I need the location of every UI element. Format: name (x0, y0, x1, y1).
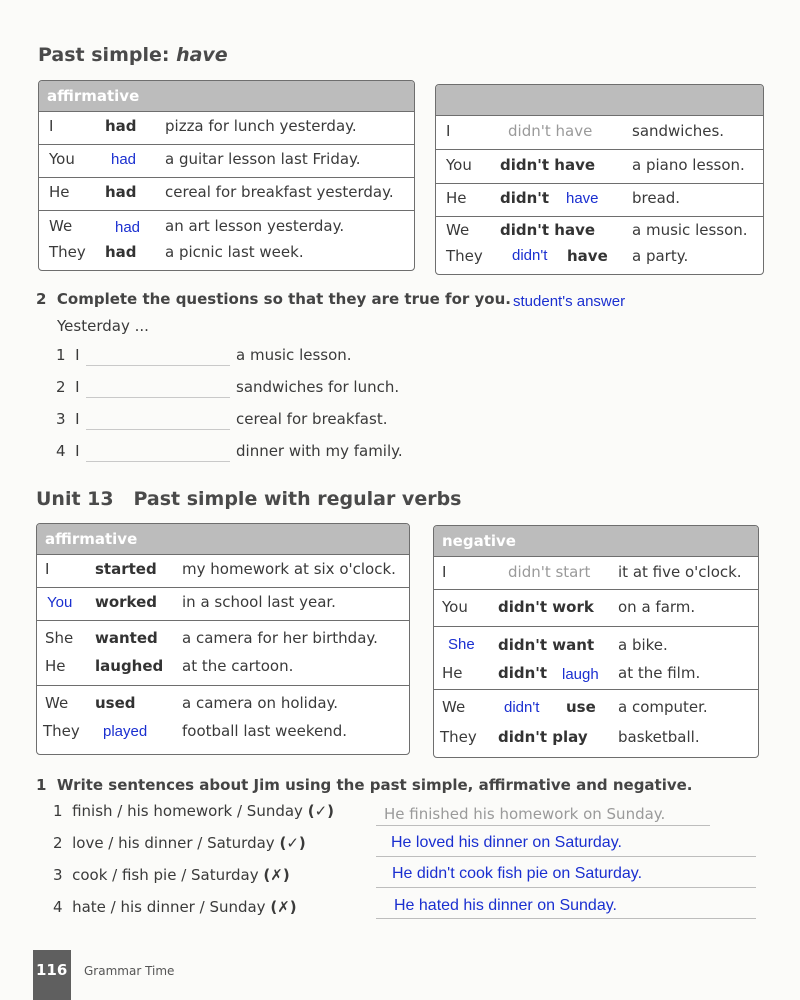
exercise-1-prompt: 2 love / his dinner / Saturday (✓) (53, 834, 306, 852)
have-affirmative-table (38, 80, 415, 271)
object: basketball. (618, 728, 700, 746)
object: cereal for breakfast yesterday. (165, 183, 394, 201)
exercise-2-lead: Yesterday ... (57, 317, 149, 335)
exercise-2-item: 1 I (56, 346, 80, 364)
subject: We (446, 221, 470, 239)
table-header: negative (434, 526, 758, 557)
verb: didn't (498, 664, 548, 682)
verb: use (566, 698, 596, 716)
subject: We (45, 694, 69, 712)
handwritten-answer: played (103, 723, 148, 740)
handwritten-answer: He hated his dinner on Sunday. (394, 897, 617, 914)
table-header: affirmative (37, 524, 409, 555)
example-answer: didn't start (508, 563, 591, 581)
exercise-2-instruction: 2 Complete the questions so that they are true for you. (36, 290, 511, 308)
subject: I (49, 117, 54, 135)
object: a camera for her birthday. (182, 629, 378, 647)
answer-blank[interactable] (86, 396, 230, 398)
verb: laughed (95, 657, 164, 675)
handwritten-answer: laugh (562, 666, 599, 683)
subject: He (45, 657, 66, 675)
handwritten-answer: had (111, 151, 137, 168)
object: football last weekend. (182, 722, 348, 740)
subject: I (45, 560, 50, 578)
object: a guitar lesson last Friday. (165, 150, 361, 168)
subject: They (446, 247, 483, 265)
object: at the cartoon. (182, 657, 294, 675)
exercise-1-prompt: 1 finish / his homework / Sunday (✓) (53, 802, 334, 820)
handwritten-answer: didn't (504, 699, 540, 716)
handwritten-answer: He loved his dinner on Saturday. (391, 834, 622, 851)
section-title-past-simple-have: Past simple: have (38, 44, 228, 66)
object: at the film. (618, 664, 701, 682)
subject: I (442, 563, 447, 581)
object: a computer. (618, 698, 708, 716)
object: a bike. (618, 636, 668, 654)
object: a picnic last week. (165, 243, 304, 261)
object: my homework at six o'clock. (182, 560, 396, 578)
handwritten-answer: You (47, 594, 73, 611)
subject: We (49, 217, 73, 235)
table-header: affirmative (39, 81, 414, 112)
object: it at five o'clock. (618, 563, 742, 581)
object: sandwiches. (632, 122, 725, 140)
verb: wanted (95, 629, 158, 647)
object: in a school last year. (182, 593, 336, 611)
answer-blank[interactable] (86, 364, 230, 366)
subject: They (49, 243, 86, 261)
exercise-2-item: 4 I (56, 442, 80, 460)
exercise-2-item: 2 I (56, 378, 80, 396)
exercise-2-item: 3 I (56, 410, 80, 428)
handwritten-answer: have (566, 190, 599, 207)
subject: You (446, 156, 472, 174)
exercise-2-item-rest: cereal for breakfast. (236, 410, 388, 428)
verb: didn't (500, 189, 550, 207)
object: an art lesson yesterday. (165, 217, 345, 235)
exercise-2-item-rest: sandwiches for lunch. (236, 378, 400, 396)
unit-heading: Unit 13 Past simple with regular verbs (36, 488, 462, 510)
verb: didn't have (500, 221, 596, 239)
object: on a farm. (618, 598, 696, 616)
verb: didn't want (498, 636, 595, 654)
subject: They (43, 722, 80, 740)
answer-blank[interactable] (86, 428, 230, 430)
have-negative-table (435, 84, 764, 275)
object: a piano lesson. (632, 156, 745, 174)
subject: She (45, 629, 74, 647)
verb: didn't have (500, 156, 596, 174)
object: a music lesson. (632, 221, 748, 239)
regular-verbs-negative-table (433, 525, 759, 758)
handwritten-answer: didn't (512, 247, 548, 264)
verb: have (567, 247, 608, 265)
example-answer: didn't have (508, 122, 593, 140)
handwritten-answer: He didn't cook fish pie on Saturday. (392, 865, 643, 882)
page-number: 116 (36, 961, 68, 979)
subject: He (446, 189, 467, 207)
subject: He (49, 183, 70, 201)
verb: worked (95, 593, 158, 611)
verb: had (105, 183, 137, 201)
exercise-2-item-rest: a music lesson. (236, 346, 352, 364)
answer-line[interactable] (376, 856, 756, 857)
answer-blank[interactable] (86, 460, 230, 462)
regular-verbs-affirmative-table (36, 523, 410, 755)
exercise-1-instruction: 1 Write sentences about Jim using the past simple, affirmative and negative. (36, 776, 693, 794)
object: a party. (632, 247, 689, 265)
verb: had (105, 243, 137, 261)
subject: You (442, 598, 468, 616)
verb: had (105, 117, 137, 135)
answer-line[interactable] (376, 918, 756, 919)
subject: You (49, 150, 75, 168)
table-header (436, 85, 763, 116)
handwritten-answer: had (115, 219, 141, 236)
subject: He (442, 664, 463, 682)
handwritten-answer: She (448, 636, 475, 653)
exercise-1-prompt: 3 cook / fish pie / Saturday (✗) (53, 866, 290, 884)
verb: used (95, 694, 136, 712)
exercise-1-prompt: 4 hate / his dinner / Sunday (✗) (53, 898, 297, 916)
object: pizza for lunch yesterday. (165, 117, 357, 135)
object: a camera on holiday. (182, 694, 339, 712)
exercise-2-item-rest: dinner with my family. (236, 442, 403, 460)
example-answer: He finished his homework on Sunday. (384, 805, 666, 823)
book-title: Grammar Time (84, 964, 175, 978)
verb: started (95, 560, 157, 578)
object: bread. (632, 189, 681, 207)
subject: We (442, 698, 466, 716)
verb: didn't play (498, 728, 588, 746)
verb: didn't work (498, 598, 594, 616)
student-answer-note: student's answer (513, 293, 626, 310)
answer-line[interactable] (376, 825, 710, 826)
subject: I (446, 122, 451, 140)
answer-line[interactable] (376, 887, 756, 888)
subject: They (440, 728, 477, 746)
